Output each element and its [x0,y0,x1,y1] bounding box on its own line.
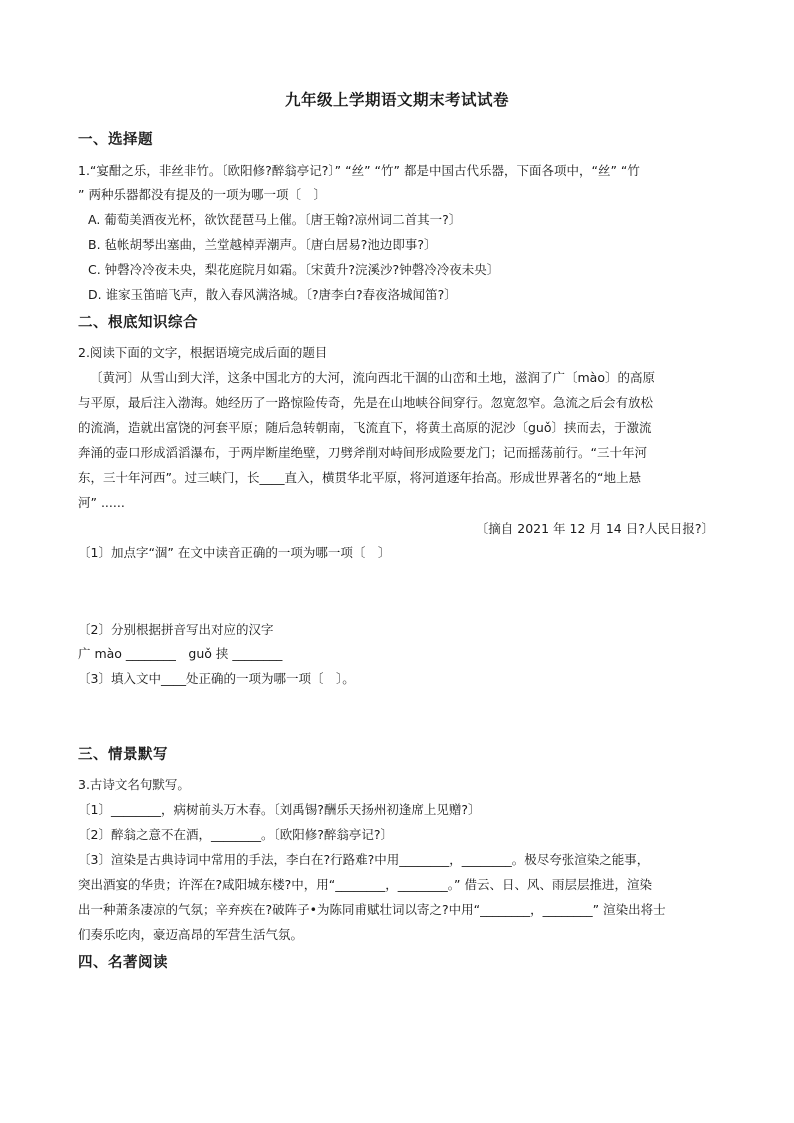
section-heading-recitation: 三、情景默写 [78,747,168,763]
page-title: 九年级上学期语文期末考试试卷 [284,91,509,109]
q3-sub1: 〔1〕________，病树前头万木春。〔刘禹锡?酬乐天扬州初逢席上见赠?〕 [78,802,481,817]
q3-sub3-line: 〔3〕渲染是古典诗词中常用的手法，李白在?行路难?中用________，________。极尽夸张渲染之能事， [78,852,650,867]
q1-stem-line-1: 1.“宴酣之乐，非丝非竹。〔欧阳修?醉翁亭记?〕” “丝” “竹” 都是中国古代乐器，下面各项中，“丝” “竹 [78,163,640,178]
section-heading-classics: 四、名著阅读 [78,955,168,971]
q2-passage-line: 奔涌的壶口形成滔滔瀑布，于两岸断崖绝壁，刀劈斧削对峙间形成险要龙门；记而摇荡前行。“三十年河 [78,445,647,460]
q2-intro: 2.阅读下面的文字，根据语境完成后面的题目 [78,345,328,360]
q2-sub2-blanks: 广 mào ________ guǒ 挟 ________ [78,646,283,661]
q2-passage-line: 与平原，最后注入渤海。她经历了一路惊险传奇，先是在山地峡谷间穿行。忽宽忽窄。急流之后会有放松 [78,395,654,410]
q1-option-b: B. 毡帐胡琴出塞曲，兰堂越棹弄潮声。〔唐白居易?池边即事?〕 [88,237,437,252]
q2-sub3: 〔3〕填入文中____处正确的一项为哪一项〔 〕。 [78,671,355,686]
q3-sub3-line: 出一种萧条凄凉的气氛；辛弃疾在?破阵子•为陈同甫赋壮词以寄之?中用“________，________” 渲染出将士 [78,902,666,917]
q2-passage-line: 河” ...... [78,495,125,510]
q3-sub2: 〔2〕醉翁之意不在酒，________。〔欧阳修?醉翁亭记?〕 [78,827,393,842]
q1-stem-line-2: ” 两种乐器都没有提及的一项为哪一项〔 〕 [78,187,326,202]
q2-passage [78,369,718,519]
q1-option-d: D. 谁家玉笛暗飞声，散入春风满洛城。〔?唐李白?春夜洛城闻笛?〕 [88,287,457,302]
q2-passage-line: 的流淌，造就出富饶的河套平原；随后急转朝南，飞流直下，将黄土高原的泥沙〔guǒ〕挟而去，于激流 [78,420,652,435]
section-heading-basics: 二、根底知识综合 [78,315,198,331]
q3-intro: 3.古诗文名句默写。 [78,777,190,792]
q2-passage-line: 东，三十年河西”。过三峡门，长____直入，横贯华北平原，将河道逐年抬高。形成世界著名的“地上悬 [78,470,641,485]
q1-option-a: A. 葡萄美酒夜光杯，欲饮琵琶马上催。〔唐王翰?凉州词二首其一?〕 [88,212,462,227]
q3-sub3 [78,851,718,951]
q3-sub3-line: 们奏乐吃肉，豪迈高昂的军营生活气氛。 [78,927,304,942]
q2-sub2: 〔2〕分别根据拼音写出对应的汉字 [78,622,274,637]
q1-option-c: C. 钟磬冷冷夜未央，梨花庭院月如霜。〔宋黄升?浣溪沙?钟磬冷冷夜未央〕 [88,262,500,277]
q3-sub3-line: 突出酒宴的华贵；许浑在?咸阳城东楼?中，用“________，________。” 借云、日、风、雨层层推进，渲染 [78,877,652,892]
section-heading-choice: 一、选择题 [78,132,153,148]
q2-sub1: 〔1〕加点字“涸” 在文中读音正确的一项为哪一项〔 〕 [78,545,391,560]
q2-source: 〔摘自 2021 年 12 月 14 日?人民日报?〕 [475,521,714,536]
q2-passage-line: 〔黄河〕从雪山到大洋，这条中国北方的大河，流向西北干涸的山峦和土地，滋润了广〔mào〕的高原 [90,370,655,385]
